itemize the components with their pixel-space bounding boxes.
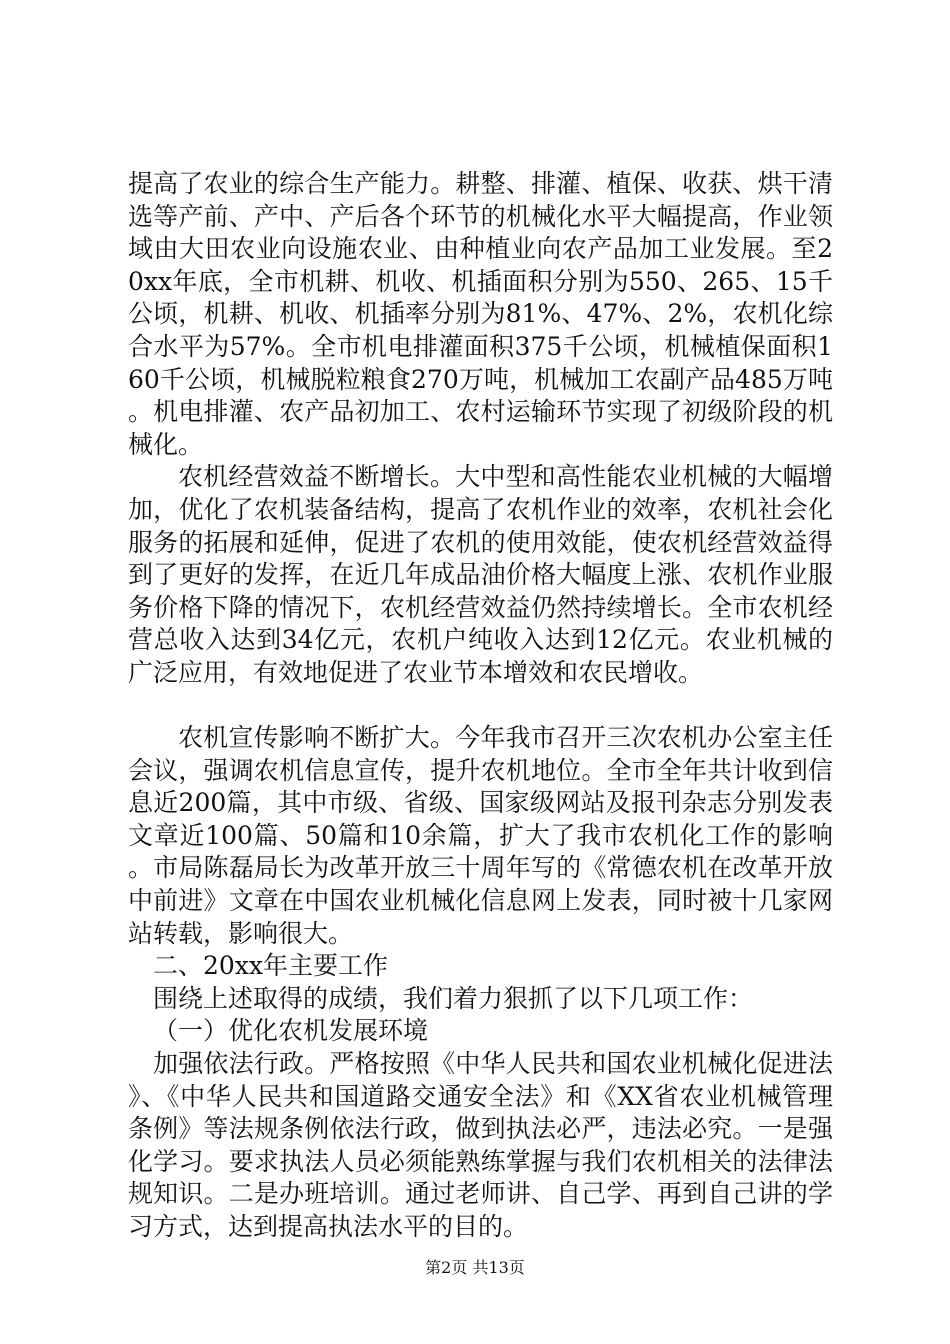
page-number-footer: 第2页 共13页 <box>425 1258 525 1277</box>
subsection-heading-environment: （一）优化农机发展环境 <box>153 1016 429 1046</box>
paragraph-publicity: 农机宣传影响不断扩大。今年我市召开三次农机办公室主任会议，强调农机信息宣传，提升农机地位。全市全年共计收到信息近200篇，其中市级、省级、国家级网站及报刊杂志分别发表文章近100篇、50篇和10余篇，扩大了我市农机化工作的影响。市局陈磊局长为改革开放三十周年写的《常德农机在改革开放中前进》文章在中国农业机械化信息网上发表，同时被十几家网站转载，影响很大。 <box>128 723 833 948</box>
paragraph-intro-work: 围绕上述取得的成绩，我们着力狠抓了以下几项工作： <box>153 983 754 1013</box>
paragraph-law-administration: 加强依法行政。严格按照《中华人民共和国农业机械化促进法》、《中华人民共和国道路交通安全法》和《XX省农业机械管理条例》等法规条例依法行政，做到执法必严，违法必究。一是强化学习。要求执法人员必须能熟练掌握与我们农机相关的法律法规知识。二是办班培训。通过老师讲、自己学、再到自己讲的学习方式，达到提高执法水平的目的。 <box>128 1049 833 1241</box>
paragraph-operating-benefit: 农机经营效益不断增长。大中型和高性能农业机械的大幅增加，优化了农机装备结构，提高了农机作业的效率，农机社会化服务的拓展和延伸，促进了农机的使用效能，使农机经营效益得到了更好的发挥，在近几年成品油价格大幅度上涨、农机作业服务价格下降的情况下，农机经营效益仍然持续增长。全市农机经营总收入达到34亿元，农机户纯收入达到12亿元。农业机械的广泛应用，有效地促进了农业节本增效和农民增收。 <box>128 462 833 687</box>
document-body <box>128 168 833 1244</box>
section-heading-main-work: 二、20xx年主要工作 <box>153 951 389 981</box>
paragraph-mechanization-level: 提高了农业的综合生产能力。耕整、排灌、植保、收获、烘干清选等产前、产中、产后各个环节的机械化水平大幅提高，作业领域由大田农业向设施农业、由种植业向农产品加工业发展。至20xx年底，全市机耕、机收、机插面积分别为550、265、15千公顷，机耕、机收、机插率分别为81%、47%、2%，农机化综合水平为57%。全市机电排灌面积375千公顷，机械植保面积160千公顷，机械脱粒粮食270万吨，机械加工农副产品485万吨。机电排灌、农产品初加工、农村运输环节实现了初级阶段的机械化。 <box>128 169 833 459</box>
paragraph-spacer <box>128 690 833 723</box>
